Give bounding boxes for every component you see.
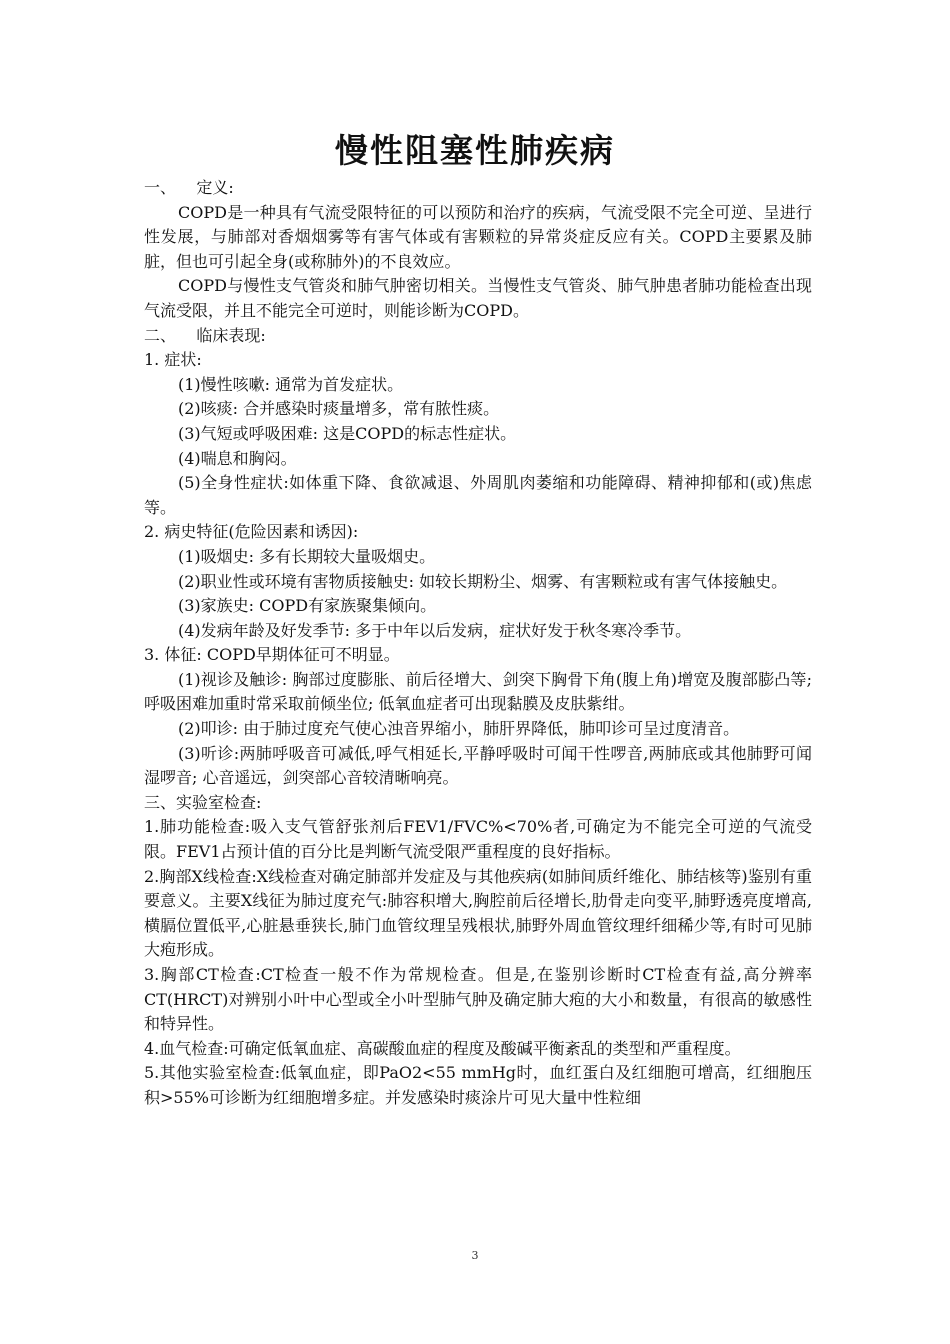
- list-item-history-1: (1)吸烟史: 多有长期较大量吸烟史。: [178, 546, 436, 566]
- paragraph-lab-2: 2.胸部X线检查:X线检查对确定肺部并发症及与其他疾病(如肺间质纤维化、肺结核等)鉴别有重要意义。主要X线征为肺过度充气:肺容积增大,胸腔前后径增长,肋骨走向变平,肺野透亮度增高,横膈位置低平,心脏悬垂狭长,肺门血管纹理呈残根状,肺野外周血管纹理纤细稀少等,有时可见肺大疱形成。: [144, 866, 812, 960]
- paragraph-lab-3: 3.胸部CT检查:CT检查一般不作为常规检查。但是,在鉴别诊断时CT检查有益,高分辨率CT(HRCT)对辨别小叶中心型或全小叶型肺气肿及确定肺大疱的大小和数量，有很高的敏感性和特异性。: [144, 965, 812, 1034]
- list-item-symptom-1: (1)慢性咳嗽: 通常为首发症状。: [178, 374, 404, 394]
- document-body: [144, 176, 812, 1111]
- list-item-symptom-2: (2)咳痰: 合并感染时痰量增多，常有脓性痰。: [178, 399, 500, 419]
- list-item-symptom-5: (5)全身性症状:如体重下降、食欲减退、外周肌肉萎缩和功能障碍、精神抑郁和(或)焦虑等。: [144, 473, 812, 517]
- list-item-sign-1: (1)视诊及触诊: 胸部过度膨胀、前后径增大、剑突下胸骨下角(腹上角)增宽及腹部膨凸等; 呼吸困难加重时常采取前倾坐位; 低氧血症者可出现黏膜及皮肤紫绀。: [144, 669, 812, 714]
- list-item-symptom-3: (3)气短或呼吸困难: 这是COPD的标志性症状。: [178, 423, 517, 443]
- list-item-sign-3: (3)听诊:两肺呼吸音可减低,呼气相延长,平静呼吸时可闻干性啰音,两肺底或其他肺野可闻湿啰音; 心音遥远，剑突部心音较清晰响亮。: [144, 743, 812, 788]
- list-item-history-3: (3)家族史: COPD有家族聚集倾向。: [178, 596, 437, 616]
- paragraph-definition-1: COPD是一种具有气流受限特征的可以预防和治疗的疾病，气流受限不完全可逆、呈进行性发展，与肺部对香烟烟雾等有害气体或有害颗粒的异常炎症反应有关。COPD主要累及肺脏，但也可引起全身(或称肺外)的不良效应。: [144, 202, 812, 271]
- paragraph-lab-5: 5.其他实验室检查:低氧血症，即PaO2<55 mmHg时，血红蛋白及红细胞可增高，红细胞压积>55%可诊断为红细胞增多症。并发感染时痰涂片可见大量中性粒细: [144, 1063, 812, 1107]
- subheading-signs: 3. 体征: COPD早期体征可不明显。: [144, 645, 400, 665]
- paragraph-lab-1: 1.肺功能检查:吸入支气管舒张剂后FEV1/FVC%<70%者,可确定为不能完全可逆的气流受限。FEV1占预计值的百分比是判断气流受限严重程度的良好指标。: [144, 817, 812, 862]
- section-heading-lab: 三、实验室检查:: [144, 792, 262, 812]
- subheading-symptoms: 1. 症状:: [144, 350, 202, 370]
- document-title: 慢性阻塞性肺疾病: [335, 131, 615, 170]
- list-item-history-4: (4)发病年龄及好发季节: 多于中年以后发病，症状好发于秋冬寒冷季节。: [178, 620, 692, 640]
- list-item-history-2: (2)职业性或环境有害物质接触史: 如较长期粉尘、烟雾、有害颗粒或有害气体接触史。: [178, 571, 788, 591]
- paragraph-definition-2: COPD与慢性支气管炎和肺气肿密切相关。当慢性支气管炎、肺气肿患者肺功能检查出现气流受限，并且不能完全可逆时，则能诊断为COPD。: [144, 276, 812, 320]
- paragraph-lab-4: 4.血气检查:可确定低氧血症、高碳酸血症的程度及酸碱平衡紊乱的类型和严重程度。: [144, 1038, 741, 1058]
- list-item-sign-2: (2)叩诊: 由于肺过度充气使心浊音界缩小，肺肝界降低，肺叩诊可呈过度清音。: [178, 719, 740, 739]
- section-heading-clinical: 二、 临床表现:: [144, 325, 266, 345]
- page-number: 3: [471, 1249, 479, 1262]
- section-heading-definition: 一、 定义:: [144, 178, 234, 197]
- list-item-symptom-4: (4)喘息和胸闷。: [178, 448, 297, 468]
- subheading-history: 2. 病史特征(危险因素和诱因):: [144, 522, 359, 542]
